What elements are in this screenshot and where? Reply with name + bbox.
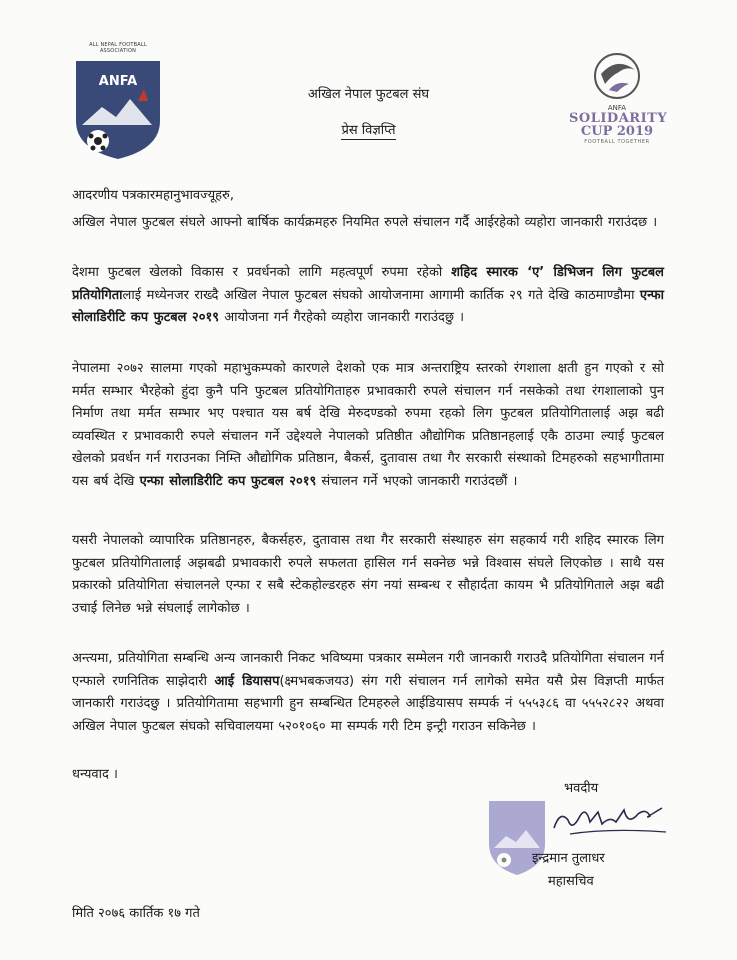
paragraph-4: यसरी नेपालको व्यापारिक प्रतिष्ठानहरु, बैकर्सहरु, दुतावास तथा गैर सरकारी संस्थाहरु संग सहकार्य गरी शहिद स्मारक लिग फुटबल प्रतियोगितालाई अझबढी प्रभावकारी रुपले सफलता हासिल गर्न सक्नेछ भन्ने विश्वास संघले लिएकोछ । साथै यस प्रकारको प्रतियोगिता संचालनले एन्फा र सबै स्टेकहोल्डरहरु संग नयां सम्बन्ध र सौहार्दता कायम भै प्रतियोगिताले अझ बढी उचाई लिनेछ भन्ने संघलाई लागेकोछ । [72,533,664,616]
letter-date: मिति २०७६ कार्तिक १७ गते [72,906,200,921]
thanks-text: धन्यवाद । [72,767,118,782]
press-release-heading: प्रेस विज्ञप्ति [341,120,395,140]
p2-bold-cup: एन्फा सोलाडिरीटि कप फुटबल २०१९ [72,287,664,325]
p5-text-c: (क्ष्मभबकजयउ) संग गरी संचालन गर्न लागेको समेत यसै प्रेस विज्ञप्ती मार्फत जानकारी गराउंदछु । प्रतियोगितामा सहभागी हुन सम्बन्धित टिमहरुले आईडियासप सम्पर्क नं ५५५३८६ वा ५५५२८२२ अथवा अखिल नेपाल फुटबल संघको सचिवालयमा ५२०१०६० मा सम्पर्क गरी टिम इन्ट्री गराउन सकिनेछ । [72,673,664,734]
cup-year: CUP 2019 [580,124,654,139]
p3-bold-cup: एन्फा सोलाडिरीटि कप फुटबल २०१९ [139,473,317,489]
paragraph-3 [72,358,664,493]
handwritten-signature [550,802,670,840]
cup-brand: ANFA [607,104,627,112]
p3-text-c: संचालन गर्ने भएको जानकारी गराउंदछौं । [316,473,518,489]
cup-name: SOLIDARITY [569,111,668,126]
logo-text: ANFA [98,74,138,89]
organization-title: अखिल नेपाल फुटबल संघ [307,87,430,102]
signature-block [486,770,676,900]
signatory-name: इन्द्रमान तुलाधर [532,851,605,866]
solidarity-cup-logo [569,50,668,145]
salutation: आदरणीय पत्रकारमहानुभावज्यूहरु, [72,188,234,203]
paragraph-2 [72,262,664,330]
anfa-stamp-icon [486,798,548,878]
closing-text: भवदीय [564,781,599,796]
p2-text-a: देशमा फुटबल खेलको विकास र प्रवर्धनको लागि महत्वपूर्ण रुपमा रहेको [72,265,452,280]
p5-bold-partner: आई डियासप [214,673,280,689]
paragraph-1: अखिल नेपाल फुटबल संघले आफ्नो बार्षिक कार्यक्रमहरु नियमित रुपले संचालन गर्दै आईरहेको व्यहोरा जानकारी गराउंदछ । [72,215,658,230]
cup-tagline: FOOTBALL TOGETHER [584,139,650,145]
football-swirl-icon [591,50,643,102]
association-label: ALL NEPAL FOOTBALL ASSOCIATION [89,42,147,54]
signatory-designation: महासचिव [548,874,594,889]
p2-bold-league: शहिद स्मारक ‘ए’ डिभिजन लिग फुटबल प्रतियोगिता [72,265,664,303]
p3-text-a: नेपालमा २०७२ सालमा गएको महाभुकम्पको कारणले देशको एक मात्र अन्तराष्ट्रिय स्तरको रंगशाला क्षती हुन गएको र सो मर्मत सम्भार भैरहेको हुंदा कुनै पनि फुटबल प्रतियोगिताहरु प्रभावकारी रुपले संचालन गर्न नसकेको तथा रंगशालाको पुन निर्माण तथा मर्मत सम्भार भए पश्चात यस बर्ष देखि मेरुदण्डको रुपमा रहको लिग फुटबल प्रतियोगितालाई अझ बढी व्यवस्थित र प्रभावकारी रुपले संचालन गर्ने उद्देश्यले नेपालको प्रतिष्ठीत औद्योगिक प्रतिष्ठानहलाई एकै ठाउमा ल्याई फुटबल खेलको प्रवर्धन गर्न गराउनका निम्ति औद्योगिक प्रतिष्ठान, बैकर्स, दुतावास तथा गैर सरकारी संस्थाको टिमहरुको सहभागीतामा यस बर्ष देखि [72,361,664,489]
p2-text-c: लाई मध्येनजर राख्दै अखिल नेपाल फुटबल संघको आयोजनामा आगामी कार्तिक २९ गते देखि काठमाण्डौमा [122,287,640,303]
p2-text-e: आयोजना गर्न गैरहेको व्यहोरा जानकारी गराउंदछु । [219,310,465,325]
paragraph-5 [72,648,664,738]
p5-text-a: अन्त्यमा, प्रतियोगिता सम्बन्धि अन्य जानकारी निकट भविष्यमा पत्रकार सम्मेलन गरी जानकारी गराउदै प्रतियोगिता संचालन गर्न एन्फाले रणनितिक साझेदारी [72,651,664,689]
